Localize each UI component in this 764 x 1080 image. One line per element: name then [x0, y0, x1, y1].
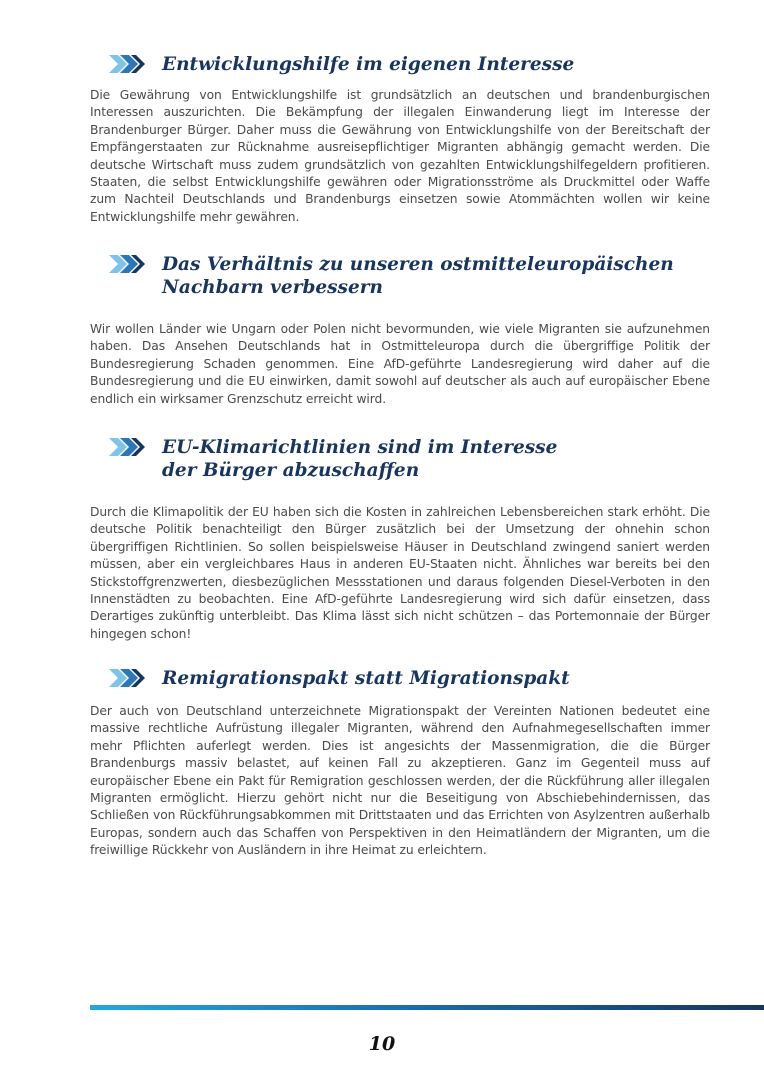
heading-line: Entwicklungshilfe im eigenen Interesse: [162, 54, 575, 75]
double-chevron-icon: [109, 438, 145, 462]
double-chevron-icon: [109, 255, 145, 279]
heading-line: EU-Klimarichtlinien sind im Interesse: [162, 437, 558, 458]
section-remigration-pact: [90, 667, 710, 860]
section-heading: [90, 253, 710, 299]
page-number: 10: [368, 1033, 396, 1055]
double-chevron-icon: [109, 55, 145, 79]
heading-line: Nachbarn verbessern: [162, 277, 383, 298]
section-eastern-neighbors: [90, 253, 710, 408]
section-body: Der auch von Deutschland unterzeichnete Migrationspakt der Vereinten Nationen bedeutet eine massive rechtliche Aufrüstung illegaler Migranten, während den Aufnahmegesellschaften immer mehr Pflichten auferlegt werden. Dies ist angesichts der Massenmigration, die die Bürger Brandenburgs massiv belastet, auf keinen Fall zu akzeptieren. Ganz im Gegenteil muss auf europäischer Ebene ein Pakt für Remigration geschlossen werden, der die Rückführung aller illegalen Migranten ermöglicht. Hierzu gehört nicht nur die Beseitigung von Abschiebehindernissen, das Schließen von Rückführungsabkommen mit Drittstaaten und das Errichten von Asylzentren außerhalb Europas, sondern auch das Schaffen von Perspektiven in den Heimatländern der Migranten, um die freiwillige Rückkehr von Ausländern in ihre Heimat zu erleichtern.: [90, 704, 710, 858]
heading-line: Remigrationspakt statt Migrationspakt: [162, 668, 570, 689]
heading-line: der Bürger abzuschaffen: [162, 460, 420, 481]
section-eu-climate-directives: [90, 436, 710, 643]
section-heading: [90, 53, 710, 76]
section-heading: [90, 436, 710, 482]
heading-line: Das Verhältnis zu unseren ostmitteleuropäischen: [162, 254, 674, 275]
section-body: Wir wollen Länder wie Ungarn oder Polen nicht bevormunden, wie viele Migranten sie aufzunehmen haben. Das Ansehen Deutschlands hat in Ostmitteleuropa durch die übergriffige Politik der Bundesregierung Schaden genommen. Eine AfD-geführte Landesregierung wird daher auf die Bundesregierung und die EU einwirken, damit sowohl auf deutscher als auch auf europäischer Ebene endlich ein wirksamer Grenzschutz erreicht wird.: [90, 322, 710, 406]
footer-bar: [90, 1005, 764, 1010]
double-chevron-icon: [109, 669, 145, 693]
section-development-aid: [90, 53, 710, 226]
section-body: Durch die Klimapolitik der EU haben sich die Kosten in zahlreichen Lebensbereichen stark erhöht. Die deutsche Politik benachteiligt den Bürger zusätzlich bei der Umsetzung der ohnehin schon übergriffigen Richtlinien. So sollen beispielsweise Häuser in Deutschland zwingend saniert werden müssen, aber ein vergleichbares Haus in anderen EU-Staaten nicht. Ähnliches war bereits bei den Stickstoffgrenzwerten, diesbezüglichen Messstationen und daraus folgenden Diesel-Verboten in den Innenstädten zu beobachten. Eine AfD-geführte Landesregierung wird sich dafür einsetzen, dass Derartiges zukünftig unterbleibt. Das Klima lässt sich nicht schützen – das Portemonnaie der Bürger hingegen schon!: [90, 505, 710, 641]
section-body: Die Gewährung von Entwicklungshilfe ist grundsätzlich an deutschen und brandenburgischen Interessen auszurichten. Die Bekämpfung der illegalen Einwanderung liegt im Interesse der Brandenburger Bürger. Daher muss die Gewährung von Entwicklungshilfe von der Bereitschaft der Empfängerstaaten zur Rücknahme ausreisepflichtiger Migranten abhängig gemacht werden. Die deutsche Wirtschaft muss zudem grundsätzlich von gezahlten Entwicklungshilfegeldern profitieren. Staaten, die selbst Entwicklungshilfe gewähren oder Migrationsströme als Druckmittel oder Waffe zum Nachteil Deutschlands und Brandenburgs einsetzen sowie Atommächten wollen wir keine Entwicklungshilfe mehr gewähren.: [90, 88, 710, 224]
section-heading: [90, 667, 710, 690]
